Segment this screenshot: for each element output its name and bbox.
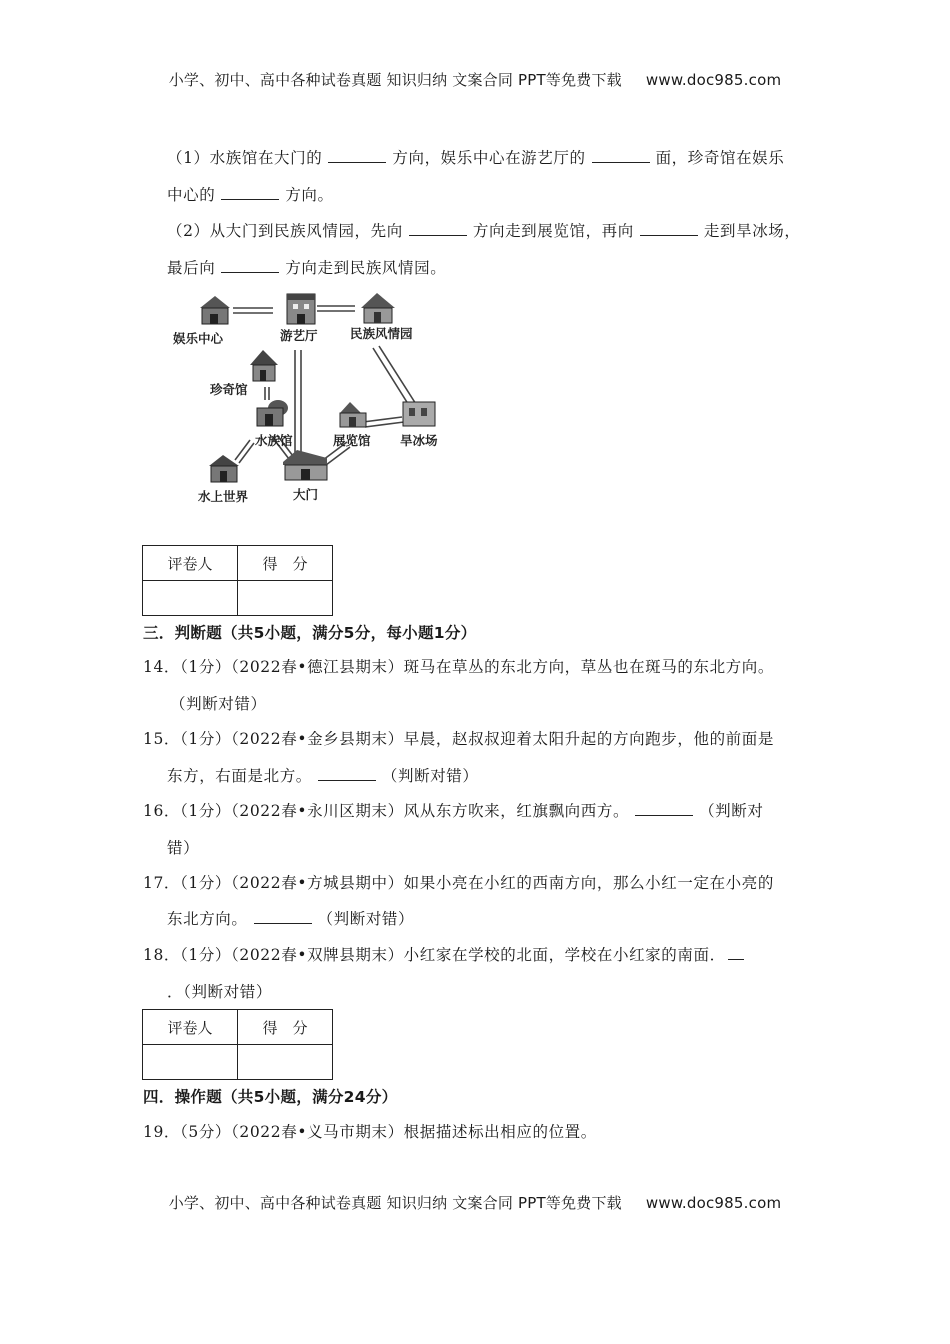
answer-blank[interactable] [328,148,386,163]
answer-blank[interactable] [635,801,693,816]
grader-cell[interactable] [143,1045,238,1080]
q16-line2: 错） [167,839,200,857]
building-shuizu-icon [257,400,288,426]
answer-blank[interactable] [318,766,376,781]
q18-line1 [143,943,746,965]
q13-text: 面，珍奇馆在娱乐 [655,149,785,167]
q13-text: 方向走到展览馆，再向 [472,222,634,240]
building-zhanlan-icon [340,402,366,427]
header-site: www.doc985.com [645,71,782,89]
map-label-zhanlan: 展览馆 [333,433,371,448]
answer-blank[interactable] [221,185,279,200]
q13-text: 最后向 [167,259,216,277]
map-label-shuishang: 水上世界 [198,489,249,504]
score-table [142,545,333,616]
answer-blank[interactable] [592,148,650,163]
q15-text: 东方，右面是北方。 [167,767,312,785]
building-shuishang-icon [209,455,239,482]
q14-line1: 14．（1分）（2022春•德江县期末）斑马在草丛的东北方向，草丛也在斑马的东北方向。 [143,658,774,676]
q17-text: （判断对错） [317,910,415,928]
building-damen-icon [283,450,327,480]
answer-blank[interactable] [728,945,744,960]
score-cell[interactable] [238,1045,333,1080]
grader-label: 评卷人 [143,546,238,581]
q13-text: 走到旱冰场， [703,222,801,240]
q16-text: （判断对 [699,802,764,820]
building-youyi-icon [287,294,315,324]
footer-site: www.doc985.com [645,1194,782,1212]
score-label: 得 分 [238,546,333,581]
grader-cell[interactable] [143,581,238,616]
q13-part1-line1 [167,146,784,168]
q14-line2: （判断对错） [170,695,267,713]
section3-title: 三．判断题（共5小题，满分5分，每小题1分） [143,624,477,642]
footer-text: 小学、初中、高中各种试卷真题 知识归纳 文案合同 PPT等免费下载 [168,1194,622,1212]
map-label-zhenqi: 珍奇馆 [210,382,248,397]
q13-text: 中心的 [167,186,216,204]
building-yule-icon [200,296,230,324]
q13-text: 方向走到民族风情园。 [285,259,447,277]
map-label-shuizu: 水族馆 [255,433,293,448]
q18-text: 18．（1分）（2022春•双牌县期末）小红家在学校的北面，学校在小红家的南面． [143,946,726,964]
building-minzu-icon [361,293,395,323]
header-text: 小学、初中、高中各种试卷真题 知识归纳 文案合同 PPT等免费下载 [168,71,622,89]
grader-label: 评卷人 [143,1010,238,1045]
score-label: 得 分 [238,1010,333,1045]
map-label-damen: 大门 [293,487,319,502]
q16-line1 [143,799,763,821]
q18-line2: ．（判断对错） [167,983,272,1001]
section4-title: 四．操作题（共5小题，满分24分） [143,1088,398,1106]
q17-line2 [167,907,414,929]
q13-part1-line2 [167,183,334,205]
page-header [0,69,950,90]
map-label-youyi: 游艺厅 [280,328,318,343]
q15-line2 [167,764,479,786]
q13-part2-line2 [167,256,446,278]
q13-text: （2）从大门到民族风情园，先向 [167,222,403,240]
q16-text: 16．（1分）（2022春•永川区期末）风从东方吹来，红旗飘向西方。 [143,802,630,820]
score-table [142,1009,333,1080]
answer-blank[interactable] [640,221,698,236]
answer-blank[interactable] [221,258,279,273]
q15-line1: 15．（1分）（2022春•金乡县期末）早晨，赵叔叔迎着太阳升起的方向跑步，他的前面是 [143,730,774,748]
q19-line: 19．（5分）（2022春•义马市期末）根据描述标出相应的位置。 [143,1123,597,1141]
score-cell[interactable] [238,581,333,616]
answer-blank[interactable] [254,909,312,924]
map-label-yule: 娱乐中心 [173,331,224,346]
page-footer [0,1192,950,1213]
building-hanbing-icon [403,402,435,426]
q17-line1: 17．（1分）（2022春•方城县期中）如果小亮在小红的西南方向，那么小红一定在小亮的 [143,874,774,892]
q17-text: 东北方向。 [167,910,248,928]
q13-text: 方向。 [285,186,334,204]
park-map-figure [165,290,440,510]
answer-blank[interactable] [409,221,467,236]
map-label-minzu: 民族风情园 [350,326,413,341]
map-label-hanbing: 旱冰场 [400,433,438,448]
building-zhenqi-icon [250,350,278,381]
q13-text: （1）水族馆在大门的 [167,149,323,167]
q15-text: （判断对错） [381,767,479,785]
q13-part2-line1 [167,219,801,241]
q13-text: 方向，娱乐中心在游艺厅的 [392,149,586,167]
